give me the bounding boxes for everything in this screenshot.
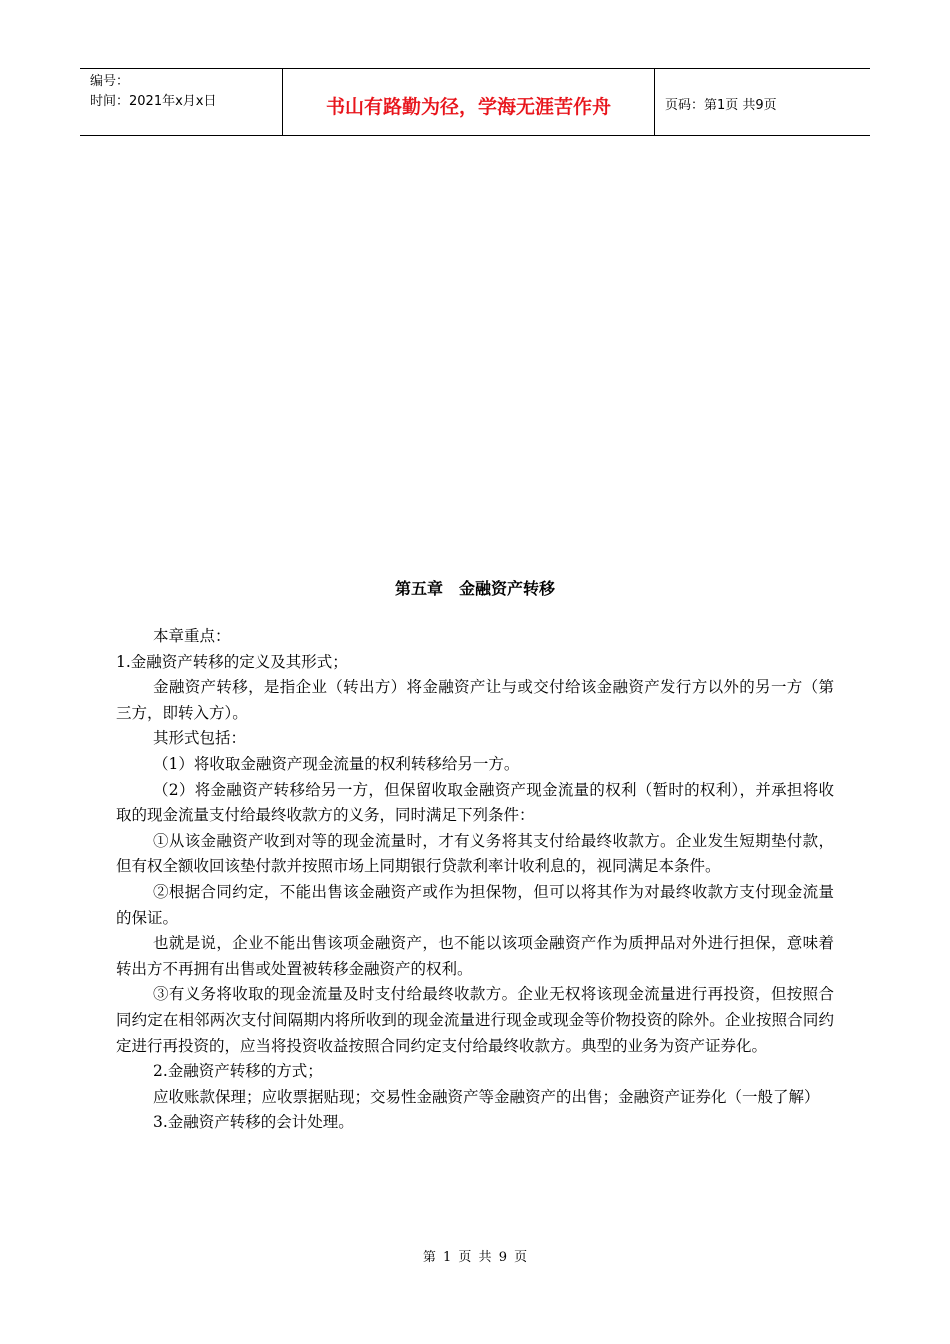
paragraph: （1）将收取金融资产现金流量的权利转移给另一方。 — [153, 754, 520, 773]
serial-number-label: 编号： — [90, 74, 130, 89]
paragraph: 金融资产转移，是指企业（转出方）将金融资产让与或交付给该金融资产发行方以外的另一方（第三方，即转入方）。 — [116, 678, 834, 722]
header-page-code: 页码：第1页 共9页 — [665, 97, 777, 113]
paragraph: 其形式包括： — [153, 729, 247, 748]
paragraph: 也就是说，企业不能出售该项金融资产，也不能以该项金融资产作为质押品对外进行担保，意味着转出方不再拥有出售或处置被转移金融资产的权利。 — [116, 934, 834, 978]
time-label: 时间：2021年x月x日 — [90, 94, 217, 109]
chapter-title: 第五章 金融资产转移 — [394, 579, 555, 598]
header-meta — [80, 69, 282, 135]
paragraph: 2.金融资产转移的方式； — [153, 1062, 323, 1081]
document-header — [80, 68, 870, 136]
paragraph: 3.金融资产转移的会计处理。 — [153, 1113, 354, 1132]
paragraph: ②根据合同约定，不能出售该金融资产或作为担保物，但可以将其作为对最终收款方支付现金流量的保证。 — [116, 882, 834, 927]
paragraph: （2）将金融资产转移给另一方，但保留收取金融资产现金流量的权利（暂时的权利），并承担将收取的现金流量支付给最终收款方的义务，同时满足下列条件： — [116, 780, 834, 825]
paragraph: 本章重点： — [153, 627, 231, 645]
body-text — [116, 624, 834, 1136]
page-footer: 第 1 页 共 9 页 — [422, 1250, 528, 1265]
paragraph: ③有义务将收取的现金流量及时支付给最终收款方。企业无权将该现金流量进行再投资，但按照合同约定在相邻两次支付间隔期内将所收到的现金流量进行现金或现金等价物投资的除外。企业按照合同约定进行再投资的，应当将投资收益按照合同约定支付给最终收款方。典型的业务为资产证券化。 — [116, 985, 834, 1055]
paragraph: 应收账款保理；应收票据贴现；交易性金融资产等金融资产的出售；金融资产证券化（一般了解） — [153, 1087, 820, 1106]
paragraph: ①从该金融资产收到对等的现金流量时，才有义务将其支付给最终收款方。企业发生短期垫付款，但有权全额收回该垫付款并按照市场上同期银行贷款利率计收利息的，视同满足本条件。 — [116, 831, 834, 876]
header-motto: 书山有路勤为径，学海无涯苦作舟 — [282, 69, 655, 135]
paragraph: 1.金融资产转移的定义及其形式； — [116, 652, 348, 671]
